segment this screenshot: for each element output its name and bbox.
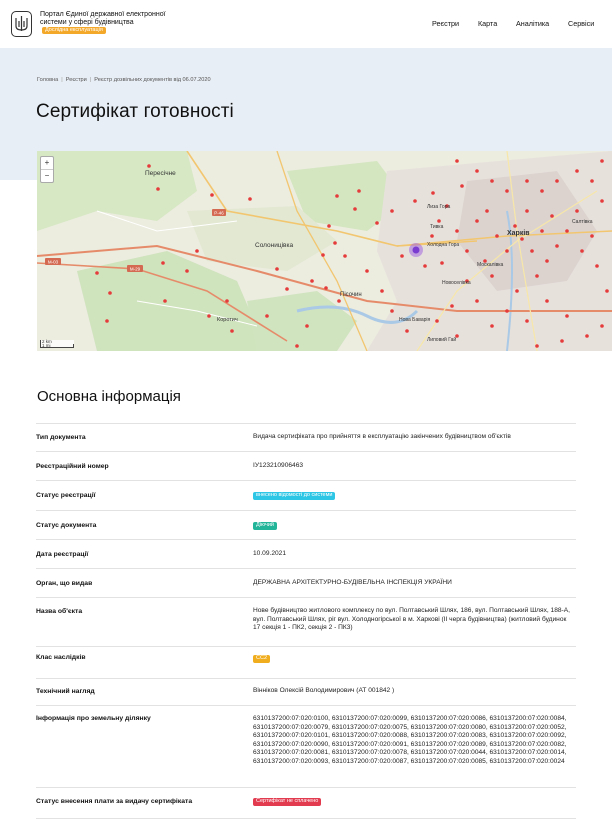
status-badge: внесено відомості до системи <box>253 492 335 500</box>
map-label-peresichne: Пересічне <box>145 170 176 177</box>
map-scale <box>40 340 74 348</box>
nav-registries[interactable]: Реєстри <box>432 19 460 28</box>
scale-mi: 1 mi <box>40 344 74 348</box>
road-label-m29: M-29 <box>129 266 141 272</box>
map-label-liza-hora: Лиза Гора <box>427 204 451 210</box>
status-badge: СС2 <box>253 655 270 663</box>
row-value: Вінніков Олексій Володимирович (АТ 001842 ) <box>253 687 395 694</box>
row-label: Тип документа <box>36 434 86 441</box>
map-label-lypovyi-hai: Липовий Гай <box>427 337 457 343</box>
table-row <box>36 787 576 819</box>
nav-analytics[interactable]: Аналітика <box>516 19 550 28</box>
map-label-nova-bavaria: Нова Баварія <box>399 317 431 323</box>
row-value: 10.09.2021 <box>253 550 287 557</box>
row-value <box>253 654 573 663</box>
map-zoom-control <box>40 156 54 183</box>
table-row <box>36 423 576 452</box>
map-label-kholodna-hora: Холодна Гора <box>427 242 460 248</box>
row-label: Технічний нагляд <box>36 688 95 695</box>
table-row <box>36 510 576 540</box>
table-row <box>36 705 576 788</box>
beta-badge: Дослідна експлуатація <box>42 27 106 34</box>
row-value: Нове будівництво житлового комплексу по вул. Полтавський Шлях, 186, вул. Полтавський Шлях, 188-А, вул. Полтавський Шлях, ріг вул. Холодногірської в м. Харкові (ІІ черга будівництва) (житловий будинок 17 секція 1 - ПК2, секція 2 - ПК3) <box>253 607 570 632</box>
row-value: Видача сертифіката про прийняття в експлуатацію закінчених будівництвом об'єктів <box>253 433 511 440</box>
row-label: Орган, що видав <box>36 580 93 587</box>
map-label-saltivka: Салтівка <box>572 219 593 225</box>
page-title: Сертифікат готовності <box>36 100 234 122</box>
row-label: Інформація про земельну ділянку <box>36 715 151 722</box>
row-value: ДЕРЖАВНА АРХІТЕКТУРНО-БУДІВЕЛЬНА ІНСПЕКЦІЯ УКРАЇНИ <box>253 579 452 586</box>
road-label-m03: M-03 <box>47 259 59 265</box>
map-label-solonytsivka: Солоницівка <box>255 242 294 249</box>
row-value: 6310137200:07:020:0100, 6310137200:07:020:0099, 6310137200:07:020:0086, 6310137200:07:020:0084, 6310137200:07:020:0079, 6310137200:07:020:0075, 6310137200:07:020:0080, 6310137200:07:020:0052, 6310137200:07:020:0101, 6310137200:07:020:0088, 6310137200:07:020:0083, 6310137200:07:020:0092, 6310137200:07:020:0090, 6310137200:07:020:0091, 6310137200:07:020:0089, 6310137200:07:020:0082, 6310137200:07:020:0081, 6310137200:07:020:0078, 6310137200:07:020:0044, 6310137200:07:020:0014, 6310137200:07:020:0093, 6310137200:07:020:0087, 6310137200:07:020:0085, 6310137200:07:020:0024 <box>253 715 567 765</box>
row-value <box>253 491 573 500</box>
status-badge: Сертифікат не сплачено <box>253 798 321 806</box>
row-value <box>253 797 573 806</box>
map-label-korotych: Коротич <box>217 317 238 323</box>
portal-title[interactable] <box>40 11 170 36</box>
table-row <box>36 451 576 481</box>
table-row <box>36 568 576 598</box>
zoom-out-button[interactable]: − <box>44 171 50 180</box>
row-label: Клас наслідків <box>36 654 86 661</box>
row-label: Реєстраційний номер <box>36 463 109 470</box>
road-label-p46: P-46 <box>214 210 224 216</box>
map-label-kharkiv: Харків <box>507 230 530 237</box>
map-label-novoselivka: Новоселівка <box>442 280 471 286</box>
status-badge: Діючий <box>253 522 277 530</box>
nav-services[interactable]: Сервіси <box>568 19 595 28</box>
map-label-tyvka: Тивка <box>430 224 444 230</box>
breadcrumb-home[interactable]: Головна <box>37 77 59 83</box>
portal-title-text: Портал Єдиної державної електронної системи у сфері будівництва <box>40 11 166 27</box>
row-label: Статус реєстрації <box>36 492 96 499</box>
breadcrumb-current: Реєстр дозвільних документів від 06.07.2020 <box>94 77 211 83</box>
row-label: Дата реєстрації <box>36 551 89 558</box>
row-label: Назва об'єкта <box>36 608 83 615</box>
table-row <box>36 678 576 706</box>
breadcrumb-registries[interactable]: Реєстри <box>65 77 87 83</box>
map-label-pisochyn: Пісочин <box>340 292 362 298</box>
table-row <box>36 646 576 679</box>
row-label: Статус документа <box>36 522 97 529</box>
site-header <box>0 0 612 49</box>
map-label-moskalivka: Москалівка <box>477 262 504 268</box>
breadcrumb: Головна | Реєстри | Реєстр дозвільних документів від 06.07.2020 <box>37 77 211 83</box>
table-row <box>36 539 576 569</box>
map-view[interactable] <box>37 151 612 351</box>
zoom-in-button[interactable]: + <box>41 157 53 170</box>
row-label: Статус внесення плати за видачу сертифіката <box>36 798 193 805</box>
nav-map[interactable]: Карта <box>478 19 498 28</box>
table-row <box>36 597 576 647</box>
trident-logo-icon[interactable] <box>11 11 32 37</box>
row-value: ІУ123210906463 <box>253 462 304 469</box>
table-row <box>36 480 576 511</box>
scale-km: 2 km <box>40 340 74 344</box>
row-value <box>253 521 573 530</box>
section-title: Основна інформація <box>37 388 181 405</box>
